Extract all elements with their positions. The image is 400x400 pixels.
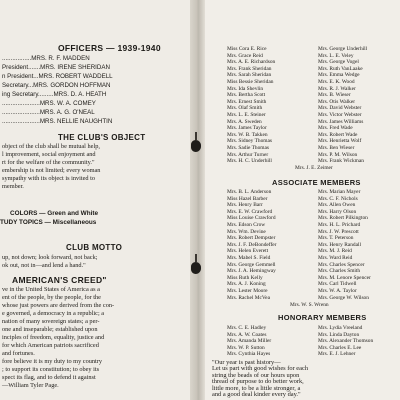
creed-line: spect its flag, and to defend it against	[2, 374, 96, 381]
object-line: embership is not limited; every woman	[2, 167, 101, 174]
associate-name: Mrs. Wm. Devine	[227, 228, 266, 235]
officer-row: ing Secretary.........MRS. D. A. HEATH	[2, 91, 107, 98]
object-line: sympathy with its object is invited to	[2, 175, 96, 182]
closing-line: thread of purpose to do better work,	[212, 378, 304, 386]
member-name: Mrs. Frank Sheridan	[227, 65, 272, 72]
object-line: l improvement, social enjoyment and	[2, 151, 96, 158]
officer-row: ......................MRS. W. A. COMEY	[2, 100, 96, 107]
officer-row: .................MRS. R. F. MADDEN	[2, 55, 90, 62]
closing-line: little more, to be a little stronger, a	[212, 384, 301, 392]
member-name: Mrs. R. J. Walker	[318, 85, 356, 92]
member-name: Mrs. James Taylor	[227, 125, 267, 132]
member-name: Mrs. H. C. Underhill	[227, 158, 272, 165]
honorary-name: Mrs. Cynthia Hayes	[227, 351, 271, 358]
member-name: Mrs. Bertha Scott	[227, 92, 266, 99]
member-name: Mrs. Frank Wickman	[318, 158, 364, 165]
member-name: Miss Bessie Sheridan	[227, 78, 274, 85]
officer-row: ......................MRS. A. G. O'NEAL	[2, 109, 95, 116]
associate-name: Mrs. George Gemmell	[227, 261, 276, 268]
associate-name: Mrs. Robert Pilkington	[318, 215, 368, 222]
associate-name: Mrs. B. L. Anderson	[227, 189, 272, 195]
binding-gutter	[190, 0, 205, 400]
associate-name: Mrs. C. F. Nichols	[318, 195, 358, 202]
creed-line: ; to support its constitution; to obey its	[2, 366, 100, 373]
associate-name: Mrs. Mabel S. Field	[227, 254, 271, 261]
member-name: Mrs. Sidney Thomas	[227, 138, 272, 145]
members-last: Mrs. J. E. Zeimer	[295, 165, 333, 171]
honorary-members-heading: HONORARY MEMBERS	[278, 313, 367, 322]
associate-name: Mrs. Charles Smith	[318, 268, 361, 275]
creed-line: inciples of freedom, equality, justice and	[2, 334, 105, 341]
object-line: member.	[2, 183, 24, 190]
members-column-2	[318, 46, 367, 165]
closing-line: Let us part with good wishes for each	[212, 365, 309, 373]
associate-name: Miss Ruth Kelly	[227, 274, 263, 281]
creed-line: ve in the United States of America as a	[2, 286, 100, 293]
member-name: Mrs. Arthur Turner	[227, 151, 269, 158]
associate-name: Mrs. Ward Reid	[318, 254, 353, 261]
member-name: Mrs. Grace Reid	[227, 52, 263, 59]
honorary-name: Mrs. Lydia Vreeland	[318, 325, 363, 331]
member-name: Mrs. Henrietta Wolf	[318, 138, 362, 145]
member-name: Mrs. L. E. Steiner	[227, 111, 266, 118]
associate-name: Mrs. Carl Tidwell	[318, 281, 357, 288]
creed-line: ent of the people, by the people, for the	[2, 294, 101, 301]
associate-name: Mrs. Rachel McVea	[227, 294, 270, 301]
member-name: Mrs. Emma Wedge	[318, 72, 360, 79]
member-name: Mrs. Otis Walker	[318, 98, 356, 105]
associate-name: Mrs. Allen Owen	[318, 202, 356, 209]
object-line: object of the club shall be mutual help,	[2, 143, 100, 150]
honorary-column-2	[318, 325, 373, 358]
study-topics-line: TUDY TOPICS — Miscellaneous	[0, 219, 97, 226]
associate-name: Mrs. Robert Dempster	[227, 235, 276, 242]
associate-name: Miss Hazel Barber	[227, 195, 268, 202]
object-line: rt for the welfare of the community."	[2, 159, 95, 166]
members-column-1	[227, 46, 275, 165]
honorary-name: Mrs. Alexander Thomson	[318, 338, 374, 345]
colors-line: COLORS — Green and White	[10, 210, 99, 217]
honorary-name: Mrs. C. E. Hadley	[227, 325, 267, 331]
associate-name: Mrs. Charles Spencer	[318, 261, 365, 268]
associate-name: Mrs. M. Lenore Spencer	[318, 274, 371, 281]
member-name: Mrs. Sadie Thomas	[227, 144, 269, 151]
honorary-name: Mrs. W. P. Sutton	[227, 344, 265, 351]
member-name: Mrs. Victor Webster	[318, 111, 362, 118]
member-name: Mrs. W. B. Takken	[227, 131, 268, 138]
officer-row: ......................MRS. NELLIE NAUGHTIN	[2, 118, 113, 125]
member-name: Mrs. Ida Shevlin	[227, 85, 264, 92]
honorary-name: Mrs. A. W. Coates	[227, 331, 267, 338]
member-name: Mrs. Ben Wieser	[318, 144, 355, 151]
binding-ring-top	[191, 140, 201, 152]
motto-line: ok out, not in—and lend a hand."	[2, 262, 86, 269]
member-name: Mrs. David Webster	[318, 105, 362, 112]
associate-name: Mrs. E. W. Crawford	[227, 208, 273, 215]
associate-name: Mrs. J. A. Hemingway	[227, 268, 276, 275]
creed-line: whose just powers are derived from the con-	[2, 302, 115, 309]
associate-name: Mrs. W. A. Taylor	[318, 287, 357, 294]
member-name: Mrs. George Vogel	[318, 59, 359, 66]
associate-name: Mrs. Harry Olson	[318, 208, 357, 215]
creed-line: one and inseparable; established upon	[2, 326, 98, 333]
associate-column-2	[318, 189, 371, 301]
associate-name: Miss Louise Crawford	[227, 215, 276, 222]
associate-name: Mrs. Edson Crow	[227, 221, 266, 228]
closing-line: "Our year is past history—	[212, 359, 281, 366]
associate-name: Mrs. J. W. Prescott	[318, 228, 359, 235]
member-name: Mrs. James Williams	[318, 118, 364, 125]
associate-column-1	[227, 189, 276, 301]
member-name: Mrs. Robert Wade	[318, 131, 358, 138]
member-name: Mrs. George Underhill	[318, 46, 368, 52]
associate-last: Mrs. W. S. Wrenn	[290, 302, 329, 308]
honorary-name: Mrs. Linda Dayton	[318, 331, 360, 338]
club-motto-heading: CLUB MOTTO	[66, 243, 123, 252]
associate-name: Mrs. George W. Wilson	[318, 294, 369, 301]
member-name: Mrs. A. E. Richardson	[227, 59, 276, 66]
associate-name: Mrs. J. F. DeBondeffer	[227, 241, 277, 248]
member-name: Mrs. Sarah Sheridan	[227, 72, 272, 79]
honorary-name: Mrs. Charles E. Lee	[318, 344, 362, 351]
associate-name: Mrs. H. L. Prichard	[318, 221, 361, 228]
motto-line: up, not down; look forward, not back;	[2, 254, 98, 261]
member-name: Mrs. B. Wieser	[318, 92, 351, 99]
associate-name: Mrs. T. Peterson	[318, 235, 354, 242]
closing-line: and a good deal kinder every day."	[212, 391, 301, 398]
member-name: Mrs. L. E. Veley	[318, 52, 354, 59]
member-name: Mrs. Olaf Smith	[227, 105, 263, 112]
member-name: Mrs. P. M. Wilson	[318, 151, 358, 158]
binding-ring-bottom	[191, 262, 201, 274]
member-name: Mrs. Ruth VanLaake	[318, 65, 363, 72]
member-name: Mrs. Ernest Smith	[227, 98, 267, 105]
member-name: Miss Cora E. Rice	[227, 46, 267, 52]
officers-heading: OFFICERS — 1939-1940	[58, 43, 161, 53]
associate-name: Mrs. Helen Everett	[227, 248, 269, 255]
creed-line: for which American patriots sacrificed	[2, 342, 99, 349]
closing-line: string the beads of our hours upon	[212, 371, 300, 379]
member-name: Mrs. A. Sweden	[227, 118, 262, 125]
associate-members-heading: ASSOCIATE MEMBERS	[272, 178, 361, 187]
creed-line: nation of many sovereign states; a per-	[2, 318, 100, 325]
officer-row: Secretary...MRS. GORDON HOFFMAN	[2, 82, 111, 89]
associate-name: Mrs. Henry Barr	[227, 202, 263, 209]
associate-name: Mrs. Lester Moore	[227, 287, 268, 294]
officer-row: President.......MRS. IRENE SHERIDAN	[2, 64, 110, 71]
associate-name: Mrs. M. J. Reid	[318, 248, 352, 255]
creed-line: e governed, a democracy in a republic; a	[2, 310, 105, 317]
member-name: Mrs. E. K. Wood	[318, 78, 355, 85]
creed-line: and fortunes.	[2, 350, 35, 357]
associate-name: Mrs. A. J. Koning	[227, 281, 266, 288]
club-object-heading: THE CLUB'S OBJECT	[58, 133, 146, 142]
left-page	[0, 0, 190, 400]
creed-line: fore believe it is my duty to my country	[2, 358, 103, 365]
honorary-name: Mrs. Amanda Miller	[227, 338, 272, 345]
honorary-column-1	[227, 325, 271, 358]
associate-name: Mrs. Marian Mayer	[318, 189, 361, 195]
associate-name: Mrs. Henry Randall	[318, 241, 361, 248]
honorary-name: Mrs. E. J. Lehner	[318, 351, 356, 358]
creed-line: —William Tyler Page.	[2, 382, 59, 389]
officer-row: n President...MRS. ROBERT WADDELL	[2, 73, 113, 80]
member-name: Mrs. Fred Wade	[318, 125, 353, 132]
american-creed-heading: AMERICAN'S CREED"	[12, 275, 107, 285]
